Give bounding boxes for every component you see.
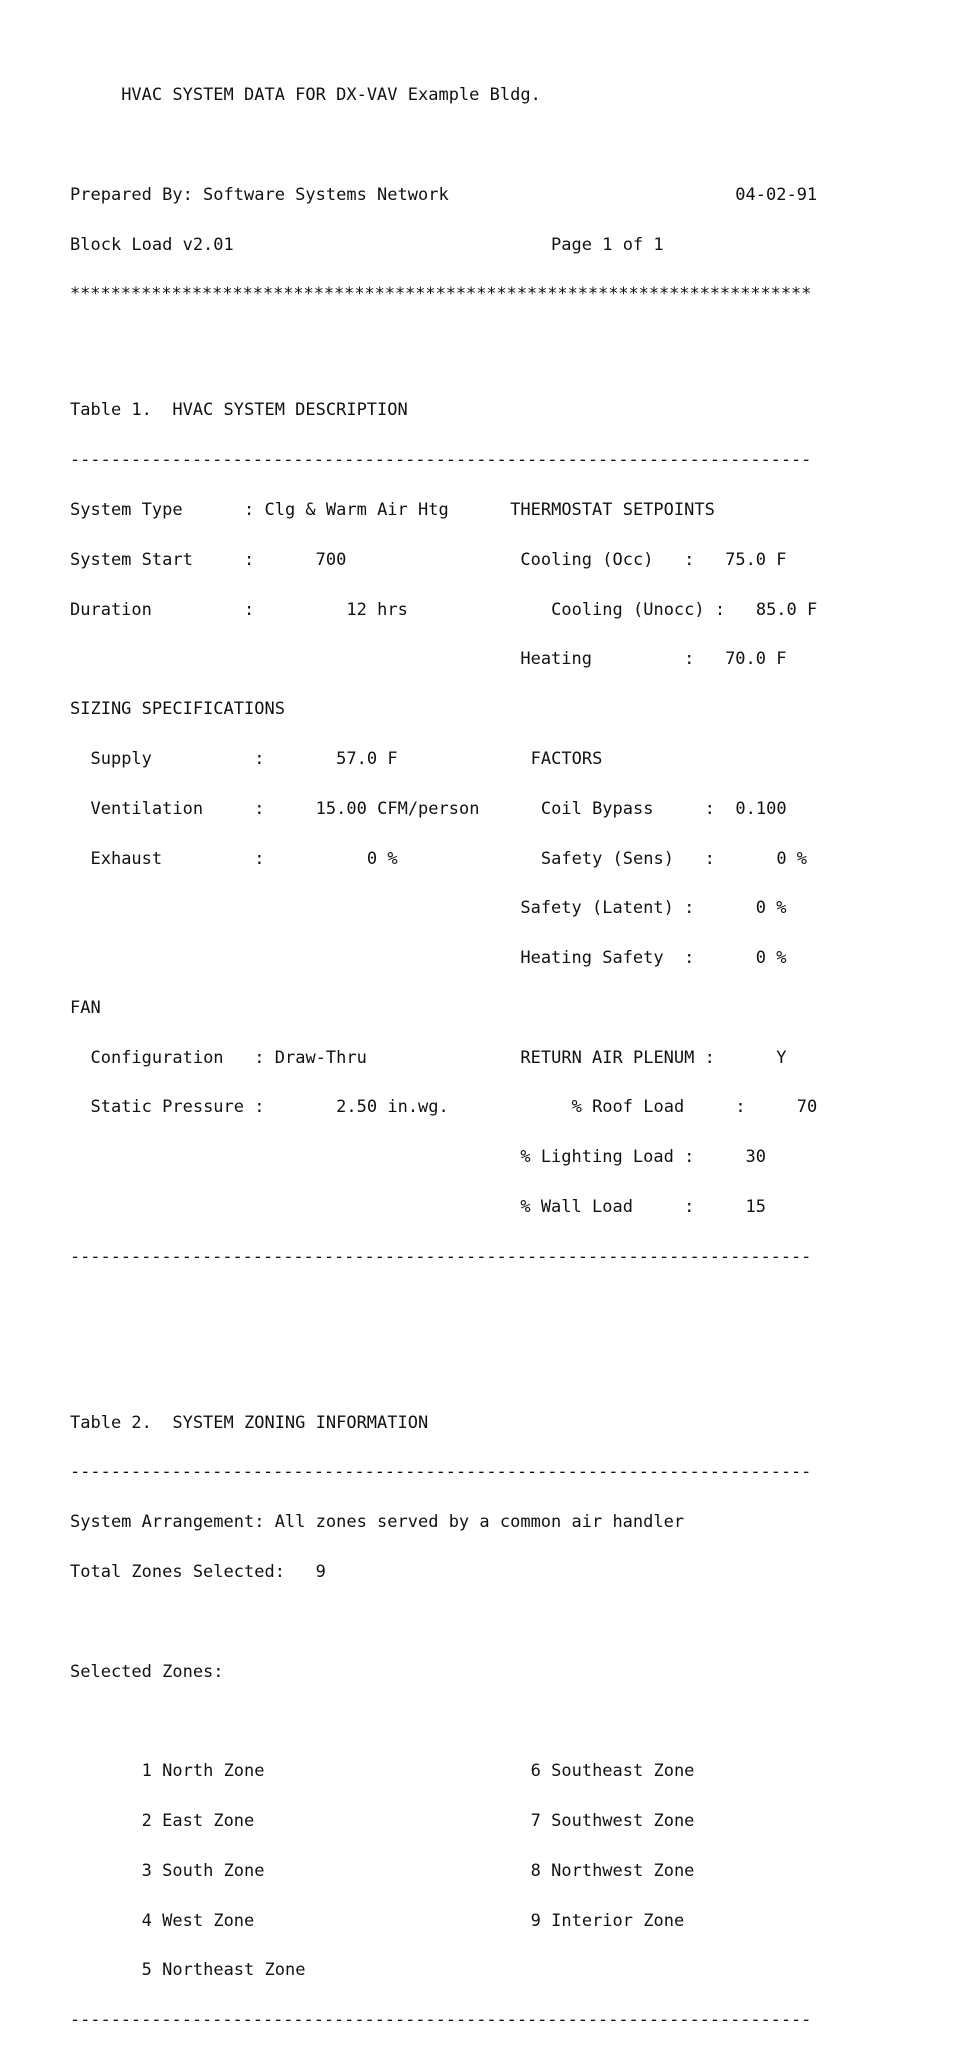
- zone-name: North Zone: [162, 1761, 265, 1782]
- zone-name: West Zone: [162, 1910, 255, 1931]
- dash-divider: -------------------------------------------------------------------------: [70, 1464, 812, 1482]
- exhaust-label: Exhaust: [90, 848, 163, 869]
- ventilation-label: Ventilation: [90, 798, 204, 819]
- zone-row: [70, 1910, 817, 1931]
- zone-row: [70, 1860, 817, 1881]
- table1-title-line: [70, 402, 817, 419]
- cooling-occ-label: Cooling (Occ): [520, 549, 654, 570]
- heating-safety-label: Heating Safety: [520, 948, 664, 969]
- safety-sens-value: 0 %: [776, 848, 808, 869]
- selected-zones-row: [70, 1661, 817, 1682]
- system-type-row: System Type : Clg & Warm Air Htg THERMOSTAT SETPOINTS: [70, 500, 715, 521]
- supply-row: Supply : 57.0 F FACTORS: [90, 748, 603, 769]
- configuration-label: Configuration: [90, 1047, 224, 1068]
- zone-name: South Zone: [162, 1860, 265, 1881]
- dash-divider: -------------------------------------------------------------------------: [70, 2012, 812, 2029]
- system-start-row: System Start : 700 Cooling (Occ) : 75.0 F: [70, 549, 787, 570]
- star-divider: *************************************************************************: [70, 286, 812, 303]
- fan-heading-row: [70, 997, 817, 1018]
- fan-heading: FAN: [70, 997, 101, 1018]
- zone-name: East Zone: [162, 1810, 255, 1831]
- blank-line: [70, 1348, 817, 1365]
- blank-line: [70, 1299, 817, 1316]
- zone-number: 1: [141, 1761, 152, 1782]
- roof-load-value: 70: [796, 1097, 818, 1118]
- zone-number: 4: [141, 1910, 152, 1931]
- coil-bypass-label: Coil Bypass: [540, 798, 654, 819]
- selected-zones-label: Selected Zones:: [70, 1661, 224, 1682]
- program-line: [70, 234, 817, 255]
- blank-line: [70, 1713, 817, 1730]
- duration-value: 12: [346, 599, 367, 620]
- report-title-line: [70, 87, 817, 104]
- exhaust-unit: %: [387, 848, 398, 869]
- static-pressure-label: Static Pressure: [90, 1097, 245, 1118]
- lighting-load-label: % Lighting Load: [520, 1147, 674, 1168]
- duration-row: Duration : 12 hrs Cooling (Unocc) : 85.0 F: [70, 599, 818, 620]
- zone-number: 3: [141, 1860, 152, 1881]
- thermostat-heading: THERMOSTAT SETPOINTS: [510, 500, 715, 521]
- heating-safety-value: 0 %: [755, 948, 787, 969]
- safety-sens-label: Safety (Sens): [540, 848, 674, 869]
- wall-load-label: % Wall Load: [520, 1196, 633, 1217]
- system-start-label: System Start: [70, 549, 193, 570]
- lighting-load-row: % Lighting Load : 30: [520, 1147, 767, 1168]
- cooling-unocc-label: Cooling (Unocc): [551, 599, 705, 620]
- report-page: [70, 54, 817, 2045]
- supply-label: Supply: [90, 748, 152, 769]
- total-zones-value: 9: [315, 1562, 326, 1583]
- cooling-occ-value: 75.0 F: [725, 549, 787, 570]
- zone-number: 5: [141, 1960, 152, 1981]
- heating-value: 70.0 F: [725, 649, 787, 670]
- heating-safety-row: Heating Safety : 0 %: [520, 948, 787, 969]
- exhaust-row: Exhaust : 0 % Safety (Sens) : 0 %: [90, 848, 808, 869]
- ventilation-value: 15.00: [315, 798, 367, 819]
- static-pressure-row: Static Pressure : 2.50 in.wg. % Roof Load : 70: [90, 1097, 818, 1118]
- table2-title: Table 2. SYSTEM ZONING INFORMATION: [70, 1412, 429, 1433]
- safety-latent-value: 0 %: [755, 898, 787, 919]
- safety-latent-row: Safety (Latent) : 0 %: [520, 898, 787, 919]
- page-number: Page 1 of 1: [551, 234, 664, 255]
- coil-bypass-value: 0.100: [735, 798, 787, 819]
- program-version: Block Load v2.01: [70, 234, 234, 255]
- zone-row: [70, 1962, 817, 1979]
- system-arrangement: System Arrangement: All zones served by a common air handler: [70, 1512, 685, 1533]
- wall-load-value: 15: [745, 1196, 767, 1217]
- zone-name: Interior Zone: [551, 1910, 685, 1931]
- blank-line: [70, 336, 817, 353]
- zone-name: Southwest Zone: [551, 1810, 695, 1831]
- static-pressure-value: 2.50: [336, 1097, 378, 1118]
- exhaust-value: 0: [366, 848, 378, 869]
- zone-name: Southeast Zone: [551, 1761, 695, 1782]
- sizing-heading-row: [70, 701, 817, 718]
- total-zones-label: Total Zones Selected:: [70, 1562, 285, 1583]
- configuration-value: Draw-Thru: [274, 1047, 367, 1068]
- zone-number: 7: [530, 1810, 541, 1831]
- return-air-value: Y: [776, 1047, 787, 1068]
- duration-unit: hrs: [377, 599, 408, 620]
- total-zones-row: [70, 1564, 817, 1581]
- roof-load-label: % Roof Load: [571, 1097, 685, 1118]
- zone-row: [70, 1763, 817, 1780]
- zone-name: Northwest Zone: [551, 1860, 695, 1881]
- blank-line: [70, 1614, 817, 1631]
- heating-label: Heating: [520, 649, 592, 670]
- zone-number: 2: [141, 1810, 152, 1831]
- system-type-label: System Type: [70, 500, 183, 521]
- static-pressure-unit: in.wg.: [387, 1097, 449, 1118]
- duration-label: Duration: [70, 599, 152, 620]
- zone-number: 8: [530, 1860, 541, 1881]
- table1-title: Table 1. HVAC SYSTEM DESCRIPTION: [70, 400, 408, 421]
- configuration-row: Configuration : Draw-Thru RETURN AIR PLENUM : Y: [90, 1047, 787, 1068]
- wall-load-row: % Wall Load : 15: [520, 1196, 767, 1217]
- system-start-value: 700: [315, 549, 347, 570]
- report-date: 04-02-91: [735, 184, 818, 205]
- zone-number: 9: [530, 1910, 541, 1931]
- return-air-label: RETURN AIR PLENUM: [520, 1047, 695, 1068]
- report-title: HVAC SYSTEM DATA FOR DX-VAV Example Bldg.: [121, 85, 541, 106]
- sizing-heading: SIZING SPECIFICATIONS: [70, 699, 285, 720]
- ventilation-unit: CFM/person: [377, 798, 480, 819]
- safety-latent-label: Safety (Latent): [520, 898, 674, 919]
- arrangement-row: [70, 1514, 817, 1531]
- table2-title-line: [70, 1412, 817, 1433]
- prepared-by: Prepared By: Software Systems Network: [70, 184, 449, 205]
- system-type-value: Clg & Warm Air Htg: [264, 500, 449, 521]
- zone-number: 6: [530, 1761, 541, 1782]
- supply-unit: F: [387, 748, 398, 769]
- factors-heading: FACTORS: [530, 748, 603, 769]
- heating-row: Heating : 70.0 F: [520, 649, 787, 670]
- ventilation-row: Ventilation : 15.00 CFM/person Coil Bypass : 0.100: [90, 798, 787, 819]
- dash-divider: -------------------------------------------------------------------------: [70, 452, 812, 469]
- cooling-unocc-value: 85.0 F: [755, 599, 818, 620]
- zone-row: [70, 1810, 817, 1831]
- lighting-load-value: 30: [745, 1147, 767, 1168]
- supply-value: 57.0: [336, 748, 378, 769]
- zone-name: Northeast Zone: [162, 1960, 306, 1981]
- prepared-line: [70, 184, 818, 205]
- dash-divider: -------------------------------------------------------------------------: [70, 1248, 812, 1266]
- blank-line: [70, 137, 817, 154]
